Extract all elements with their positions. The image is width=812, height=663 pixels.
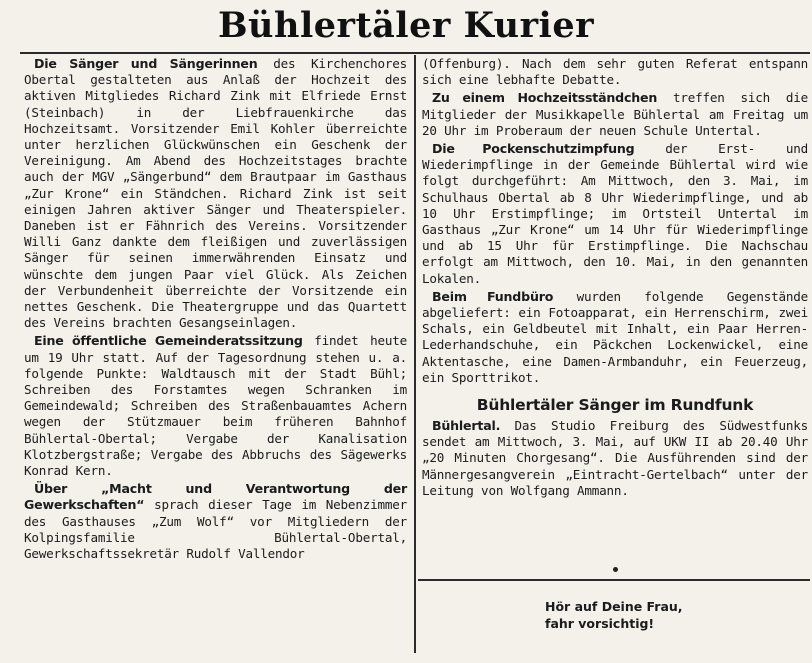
column-divider	[414, 55, 416, 653]
article-body: Das Studio Freiburg des Südwestfunks sendet am Mittwoch, 3. Mai, auf UKW II ab 20.40 Uhr „20 Minuten Chorgesang“. Die Ausführenden sind der Männergesangverein „Eintracht-Gertelbach“ unter der Leitung von Wolfgang Ammann.	[422, 418, 808, 498]
slogan-line-1: Hör auf Deine Frau,	[545, 599, 683, 614]
safety-slogan	[545, 598, 745, 632]
article-body: der Erst- und Wiederimpflinge in der Gemeinde Bühlertal wird wie folgt durchgeführt: Am Mittwoch, den 3. Mai, im Schulhaus Obertal ab 8 Uhr Wiederimpflinge, und ab 10 Uhr Erstimpflinge; im Ortsteil Untertal im Gasthaus „Zur Krone“ um 14 Uhr für Wiederimpflinge und ab 15 Uhr für Erstimpflinge. Die Nachschau erfolgt am Mittwoch, den 10. Mai, in den genannten Lokalen.	[422, 141, 808, 286]
article-headline: Die Sänger und Sängerinnen	[34, 56, 258, 71]
masthead-title: Bühlertäler Kurier	[217, 5, 595, 46]
article-council-meeting	[24, 333, 407, 479]
article-body: des Kirchenchores Obertal gestalteten aus Anlaß der Hochzeit des aktiven Mitgliedes Richard Zink mit Elfriede Ernst (Steinbach) in der Liebfrauenkirche das Hochzeitsamt. Vorsitzender Emil Kohler überreichte unter herzlichen Glückwünschen ein Geschenk der Vereinigung. Am Abend des Hochzeitstages brachte auch der MGV „Sängerbund“ dem Brautpaar im Gasthaus „Zur Krone“ ein Ständchen. Richard Zink ist seit einigen Jahren aktiver Sänger und Theaterspieler. Daneben ist er Fähnrich des Vereins. Vorsitzender Willi Ganz dankte dem fleißigen und zuverlässigen Sänger für seinen immerwährenden Einsatz und wünschte dem jungen Paar viel Glück. Als Zeichen der Verbundenheit überreichte der Vorsitzende ein nettes Geschenk. Die Theatergruppe und das Quartett des Vereins brachten Gesangseinlagen.	[24, 56, 407, 331]
article-headline: Eine öffentliche Gemeinderatssitzung	[34, 333, 303, 349]
article-body: wurden folgende Gegenstände abgeliefert: ein Fotoapparat, ein Herrenschirm, zwei Schals, ein Geldbeutel mit Inhalt, ein Paar Herren-Lederhandschuhe, ein Päckchen Lockenwickel, eine Aktentasche, eine Damen-Armbanduhr, ein Feuerzeug, ein Sporttrikot.	[422, 288, 808, 385]
article-choir-wedding	[24, 56, 407, 331]
article-headline: Zu einem Hochzeitsständchen	[432, 90, 658, 106]
article-headline: Die Pockenschutzimpfung	[432, 141, 635, 157]
article-continuation	[422, 56, 808, 88]
article-unions-lecture	[24, 481, 407, 562]
article-radio	[422, 418, 808, 499]
article-body: findet heute um 19 Uhr statt. Auf der Tagesordnung stehen u. a. folgende Punkte: Waldtausch mit der Stadt Bühl; Schreiben des Forstamtes wegen Schranken im Gemeindewald; Schreiben des Straßenbauamtes Achern wegen der Stützmauer beim früheren Bahnhof Bühlertal-Obertal; Vergabe der Kanalisation Klotzbergstraße; Vergabe des Abbruchs des Sägewerks Konrad Kern.	[24, 333, 407, 479]
article-lead: Bühlertal.	[432, 418, 501, 434]
article-body: treffen sich die Mitglieder der Musikkapelle Bühlertal am Freitag um 20 Uhr im Proberaum der neuen Schule Untertal.	[422, 90, 809, 138]
article-headline: Über „Macht und Verantwortung der Gewerkschaften“	[24, 481, 407, 513]
article-smallpox-vaccination	[422, 141, 808, 287]
article-lost-and-found	[422, 289, 808, 386]
ornament-dot	[613, 567, 618, 572]
section-rule	[418, 579, 810, 581]
right-column	[422, 56, 808, 501]
article-headline: Beim Fundbüro	[432, 288, 554, 304]
article-wedding-serenade	[422, 90, 808, 139]
radio-headline: Bühlertäler Sänger im Rundfunk	[476, 396, 754, 415]
article-body: sprach dieser Tage im Nebenzimmer des Gasthauses „Zum Wolf“ vor Mitgliedern der Kolpingsfamilie Bühlertal-Obertal, Gewerkschaftssekretär Rudolf Vallendor	[24, 497, 407, 562]
slogan-line-2: fahr vorsichtig!	[545, 616, 655, 631]
article-body: (Offenburg). Nach dem sehr guten Referat entspann sich eine lebhafte Debatte.	[422, 56, 808, 88]
left-column	[24, 56, 407, 564]
top-rule	[20, 52, 810, 54]
